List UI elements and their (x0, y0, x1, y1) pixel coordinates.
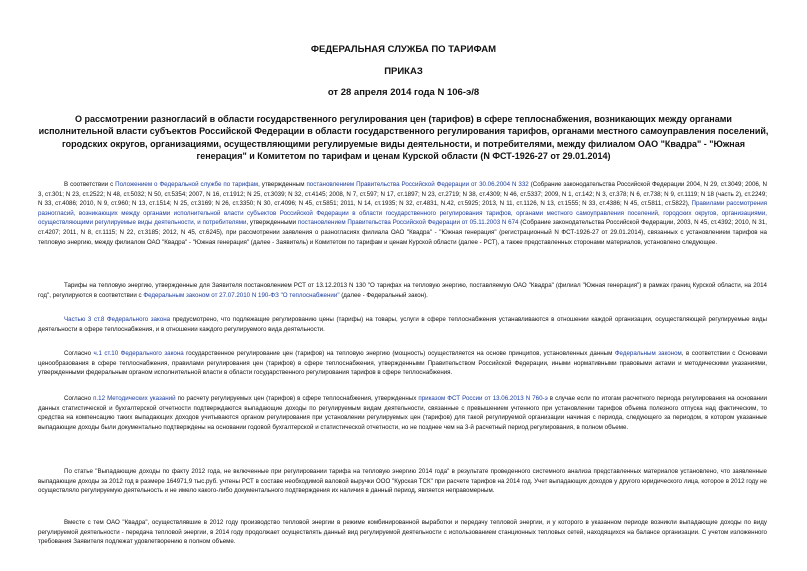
link-federal-law[interactable]: Федеральным законом (614, 350, 682, 357)
paragraph-lost-revenue (38, 467, 767, 496)
link-methodical-guidelines[interactable]: п.12 Методических указаний (93, 395, 176, 402)
text: (далее - Федеральный закон). (339, 291, 428, 299)
text: , утвержденным (258, 181, 307, 188)
paragraph-article-8 (38, 315, 767, 334)
link-fst-regulation[interactable]: Положением о Федеральной службе по тарифам (115, 181, 259, 188)
link-government-decree-674[interactable]: постановлением Правительства Российской Федерации от 05.11.2003 N 674 (297, 219, 519, 227)
agency-heading: ФЕДЕРАЛЬНАЯ СЛУЖБА ПО ТАРИФАМ (310, 44, 497, 55)
text: , утвержденными (246, 219, 298, 227)
text: Согласно (64, 395, 94, 402)
text: государственное регулирование цен (тарифов) на тепловую энергию (мощность) осуществляется на основе принципов, установленных данным (183, 350, 615, 357)
text: По статье "Выпадающие доходы по факту 2012 года, не включенные при регулировании тарифа на тепловую энергию 2014 года" в результате проведенного системного анализа представленных материалов установлено, что заявленные выпадающие доходы за 2012 год в размере 164971,9 тыс.руб. учтены РСТ в составе необходимой валовой выручки ООО "Курская ТСК" при расчете тарифов на 2014 год. Учет выпадающих доходов у другого юридического лица, которое в 2012 году не осуществляло регулируемую деятельность и не имело какого-либо документального подтверждения их наличия в данный период, является неправомерным. (38, 468, 767, 495)
text: Вместе с тем ОАО "Квадра", осуществлявшие в 2012 году производство тепловой энергии в режиме комбинированной выработки и передачу тепловой энергии, и у которого в указанном периоде возникли выпадающие доходы по виду регулируемой деятельности - передача тепловой энергии, в 2014 году продолжает осуществлять данный вид регулируемой деятельности с использованием станционных тепловых сетей, находящихся на балансе организации. С учетом изложенного требования Заявителя подлежат удовлетворению в полном объеме. (38, 519, 767, 546)
text: предусмотрено, что подлежащие регулированию цены (тарифы) на товары, услуги в сфере теплоснабжения устанавливаются в отношении каждой организации, осуществляющей регулируемые виды деятельности в сфере теплоснабжения, и в отношении каждого регулируемого вида деятельности. (38, 316, 767, 333)
paragraph-conclusion (38, 518, 767, 547)
text: (Собрание законодательства Российской Федерации, 2003, N 45, ст.4392; 2010, N 31, ст.4207; 2011, N 8, ст.1115; N 22, ст.3185; 2012, N 45, ст.6245), при рассмотрении заявления о разногласиях филиала ОАО "Квадра" - "Южная генерация" (регистрационный N ФСТ-1926-27 от 29.01.2014), связанных с установлением тарифов на тепловую энергию, между филиалом ОАО "Квадра" - "Южная генерация" (далее - Заявитель) и Комитетом по тарифам и ценам Курской области (далее - РСТ), а также представленных сторонами материалов, установлено следующее. (38, 219, 767, 246)
link-federal-law-190[interactable]: Федеральным законом от 27.07.2010 N 190-ФЗ "О теплоснабжении" (143, 291, 340, 299)
paragraph-article-10 (38, 349, 767, 378)
link-article-10[interactable]: ч.1 ст.10 Федерального закона (93, 350, 184, 357)
text: Согласно (64, 350, 94, 357)
paragraph-tariffs (38, 281, 767, 300)
link-dispute-rules[interactable]: Правилами рассмотрения разногласий, возникающих между органами исполнительной власти субъектов Российской Федерации в области государственного регулирования тарифов, органами местного самоуправления поселений, городских округов, организациями, осуществляющими регулируемые виды деятельности, и потребителями (38, 200, 768, 227)
text: (Собрание законодательства Российской Федерации 2004, N 29, ст.3049; 2006, N 3, ст.301; N 23, ст.2522; N 48, ст.5032; N 50, ст.5354; 2007, N 16, ст.1912; N 25, ст.3039; N 32, ст.4145; 2008, N 7, ст.597; N 17, ст.1897; N 23, ст.2719; N 38, ст.4309; N 46, ст.5337; 2009, N 1, ст.142; N 3, ст.378; N 6, ст.738; N 9, ст.1119; N 18 (часть 2), ст.2249; N 33, ст.4086; 2010, N 9, ст.960; N 13, ст.1514; N 25, ст.3169; N 26, ст.3350; N 30, ст.4096; N 45, ст.5851; 2011, N 14, ст.1935; N 32, ст.4831, N.42, ст.5925; 2013, N 11, ст.1126, N 13, ст.1555; N 33, ст.4386; N 45, ст.5811, ст.5822), (38, 181, 768, 208)
link-article-8[interactable]: Частью 3 ст.8 Федерального закона (64, 316, 171, 323)
link-fst-order-760[interactable]: приказом ФСТ России от 13.06.2013 N 760-э (418, 395, 548, 402)
text: по расчету регулируемых цен (тарифов) в сфере теплоснабжения, утвержденных (175, 395, 419, 402)
document-type: ПРИКАЗ (384, 66, 423, 77)
document-date: от 28 апреля 2014 года N 106-э/8 (327, 87, 480, 98)
document-title: О рассмотрении разногласий в области государственного регулирования цен (тарифов) в сфере теплоснабжения, возникающих между органами исполнительной власти субъектов Российской Федерации в области государственного регулирования тарифов, органами местного самоуправления поселений, городских округов, организациями, осуществляющими регулируемые виды деятельности, и потребителями, между филиалом ОАО "Квадра" - "Южная генерация" и Комитетом по тарифам и ценам Курской области (N ФСТ-1926-27 от 29.01.2014) (38, 114, 769, 162)
text: Тарифы на тепловую энергию, утвержденные для Заявителя постановлением РСТ от 13.12.2013 N 130 "О тарифах на тепловую энергию, поставляемую ОАО "Квадра" (филиал "Южная генерация") в рамках границ Курской области, на 2014 год", регулируются в соответствии с (38, 282, 767, 299)
link-government-decree-332[interactable]: постановлением Правительства Российской Федерации от 30.06.2004 N 332 (306, 181, 529, 188)
text: В соответствии с (64, 181, 116, 188)
text: , в соответствии с Основами ценообразования в сфере теплоснабжения, правилами регулирования цен (тарифов) в сфере теплоснабжения, утвержденными Правительством Российской Федерации, иными нормативными правовыми актами и методическими указаниями, утвержденными федеральным органом исполнительной власти в области государственного регулирования тарифов в сфере теплоснабжения. (38, 350, 767, 377)
text: в случае если по итогам расчетного периода регулирования на основании данных статистической и бухгалтерской отчетности подтверждаются выпадающие доходы по регулируемым видам деятельности, связанные с превышением учтенного при установлении тарифов объема полезного отпуска над фактическим, то средства на компенсацию таких выпадающих доходов учитываются органом регулирования при установлении регулируемых цен (тарифов) для такой регулируемой организации начиная с периода, следующего за периодом, в котором указанные выпадающие доходы были документально подтверждены на основании годовой бухгалтерской и статистической отчетности, но не позднее чем на 3-й расчетный период регулирования, в полном объеме. (38, 395, 767, 431)
paragraph-legal-basis (38, 180, 767, 247)
paragraph-methodical-guidelines (38, 394, 767, 432)
